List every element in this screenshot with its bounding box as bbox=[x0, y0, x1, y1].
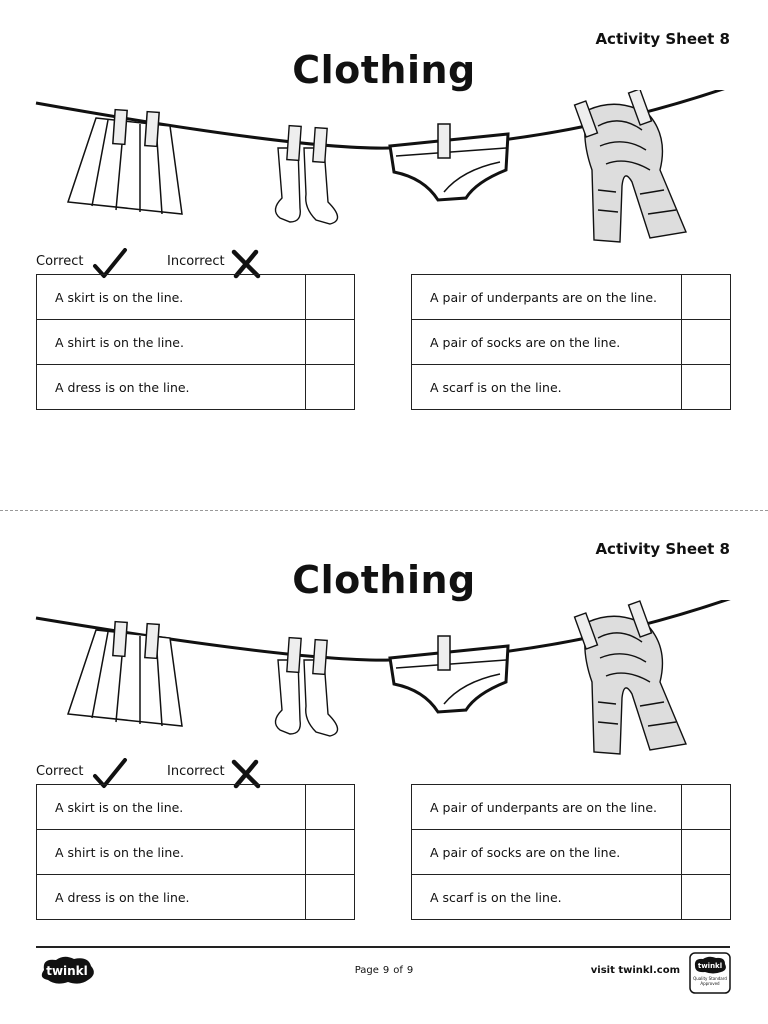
answer-box[interactable] bbox=[682, 365, 731, 410]
answer-box[interactable] bbox=[682, 830, 731, 875]
visit-link[interactable]: visit twinkl.com bbox=[590, 965, 680, 976]
badge-logo-text: twinkl bbox=[697, 962, 723, 970]
statement-text: A pair of underpants are on the line. bbox=[412, 785, 682, 830]
table-row bbox=[37, 875, 355, 920]
statement-text: A pair of socks are on the line. bbox=[412, 320, 682, 365]
statements-table-left bbox=[36, 274, 355, 410]
statement-text: A dress is on the line. bbox=[37, 875, 306, 920]
legend-correct: Correct bbox=[36, 254, 84, 269]
page-title: Clothing bbox=[292, 48, 476, 92]
answer-box[interactable] bbox=[306, 830, 355, 875]
footer-rule bbox=[36, 946, 730, 948]
statement-text: A pair of underpants are on the line. bbox=[412, 275, 682, 320]
washing-line-illustration bbox=[0, 600, 768, 760]
answer-box[interactable] bbox=[682, 320, 731, 365]
activity-sheet-bottom bbox=[0, 510, 768, 950]
skirt-drawing bbox=[68, 110, 182, 214]
table-row bbox=[37, 275, 355, 320]
answer-box[interactable] bbox=[682, 875, 731, 920]
skirt-drawing bbox=[68, 622, 182, 726]
logo-text: twinkl bbox=[46, 964, 88, 978]
table-row bbox=[412, 365, 731, 410]
legend-incorrect: Incorrect bbox=[167, 764, 225, 779]
page-total: 9 bbox=[406, 965, 414, 976]
page-current: 9 bbox=[382, 965, 390, 976]
answer-box[interactable] bbox=[306, 365, 355, 410]
table-row bbox=[37, 785, 355, 830]
statement-text: A skirt is on the line. bbox=[37, 785, 306, 830]
statement-text: A shirt is on the line. bbox=[37, 320, 306, 365]
table-row bbox=[412, 875, 731, 920]
answer-box[interactable] bbox=[306, 785, 355, 830]
answer-box[interactable] bbox=[682, 275, 731, 320]
page-title: Clothing bbox=[292, 558, 476, 602]
answer-box[interactable] bbox=[306, 275, 355, 320]
statement-text: A scarf is on the line. bbox=[412, 875, 682, 920]
statements-table-right bbox=[411, 274, 731, 410]
page-of: of bbox=[393, 965, 403, 976]
table-row bbox=[412, 830, 731, 875]
statement-text: A pair of socks are on the line. bbox=[412, 830, 682, 875]
table-row bbox=[37, 320, 355, 365]
activity-sheet-top bbox=[0, 0, 768, 440]
table-row bbox=[412, 785, 731, 830]
badge-caption: Quality Standard Approved bbox=[693, 976, 727, 986]
statements-table-left bbox=[36, 784, 355, 920]
underpants-drawing bbox=[390, 636, 508, 712]
statement-text: A skirt is on the line. bbox=[37, 275, 306, 320]
activity-sheet-label: Activity Sheet 8 bbox=[595, 30, 730, 48]
quality-badge-icon bbox=[689, 952, 731, 994]
answer-box[interactable] bbox=[682, 785, 731, 830]
legend-incorrect: Incorrect bbox=[167, 254, 225, 269]
washing-line-illustration bbox=[0, 90, 768, 250]
table-row bbox=[37, 365, 355, 410]
answer-box[interactable] bbox=[306, 320, 355, 365]
table-row bbox=[37, 830, 355, 875]
legend-correct: Correct bbox=[36, 764, 84, 779]
table-row bbox=[412, 275, 731, 320]
table-row bbox=[412, 320, 731, 365]
page-label: Page bbox=[354, 965, 379, 976]
statement-text: A shirt is on the line. bbox=[37, 830, 306, 875]
statement-text: A scarf is on the line. bbox=[412, 365, 682, 410]
statements-table-right bbox=[411, 784, 731, 920]
answer-box[interactable] bbox=[306, 875, 355, 920]
scarf-drawing bbox=[575, 90, 686, 242]
underpants-drawing bbox=[390, 124, 508, 200]
scarf-drawing bbox=[575, 601, 686, 754]
activity-sheet-label: Activity Sheet 8 bbox=[595, 540, 730, 558]
statement-text: A dress is on the line. bbox=[37, 365, 306, 410]
